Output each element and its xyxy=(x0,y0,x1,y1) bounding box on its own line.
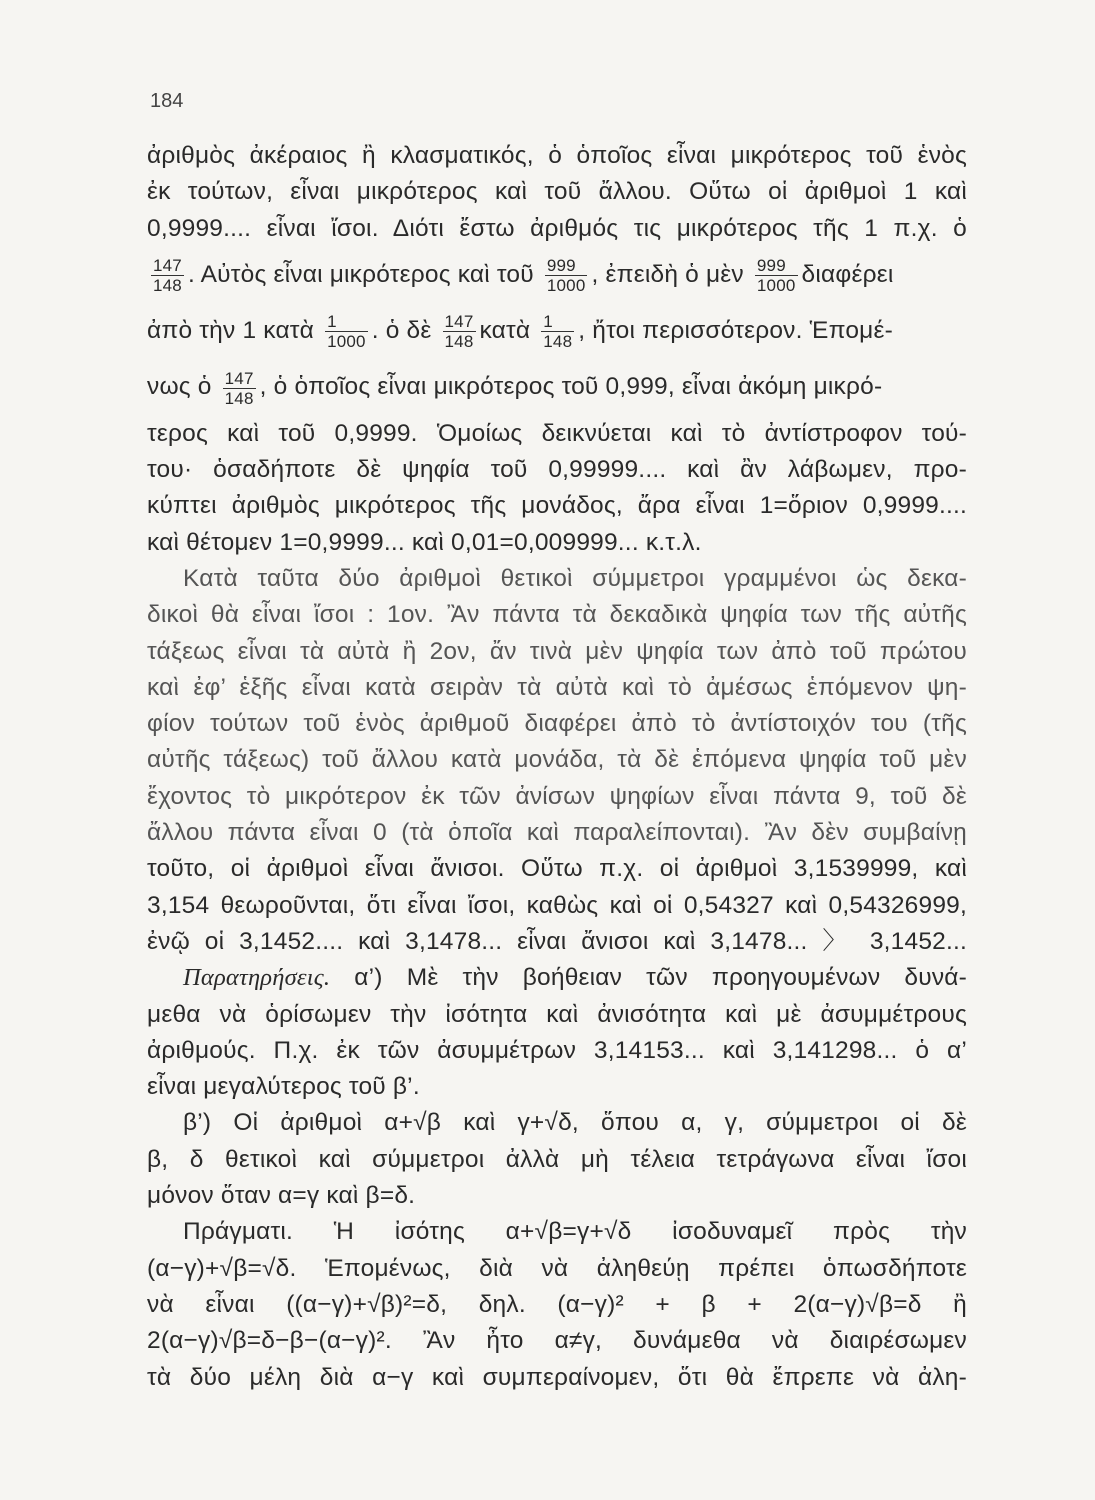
fraction: $\frac{147}{148}$ xyxy=(444,312,474,352)
page-body xyxy=(147,142,967,1400)
text-line: τάξεως εἶναι τὰ αὐτὰ ἢ 2ον, ἄν τινὰ μὲν ψηφία των ἀπὸ τοῦ πρώτου xyxy=(147,637,967,665)
text-line: του· ὁσαδήποτε δὲ ψηφία τοῦ 0,99999.... καὶ ἂν λάβωμεν, προ- xyxy=(147,456,967,484)
text-line: κύπτει ἀριθμὸς μικρότερος τῆς μονάδος, ἄρα εἶναι 1=ὅριον 0,9999.... xyxy=(147,492,967,520)
text-line: καὶ θέτομεν 1=0,9999... καὶ 0,01=0,009999... κ.τ.λ. xyxy=(147,528,702,556)
text-line: μόνον ὅταν α=γ καὶ β=δ. xyxy=(147,1182,416,1210)
text-line: ἔχοντος τὸ μικρότερον ἐκ τῶν ἀνίσων ψηφίων εἶναι πάντα 9, τοῦ δὲ xyxy=(147,782,967,810)
fraction-line: νως ὁ $\frac{147}{148}$ , ὁ ὁποῖος εἶναι μικρότερος τοῦ 0,999, εἶναι ἀκόμη μικρό- xyxy=(147,368,883,408)
text-line: ἄλλου πάντα εἶναι 0 (τὰ ὁποῖα καὶ παραλείπονται). Ἂν δὲν συμβαίνῃ xyxy=(147,819,967,847)
text-line: φίον τούτων τοῦ ἑνὸς ἀριθμοῦ διαφέρει ἀπὸ τὸ ἀντίστοιχόν του (τῆς xyxy=(147,710,967,738)
text-line: Πράγματι. Ἡ ἰσότης α+√β=γ+√δ ἰσοδυναμεῖ πρὸς τὴν xyxy=(183,1218,967,1246)
text-line: 2(α−γ)√β=δ−β−(α−γ)². Ἂν ἦτο α≠γ, δυνάμεθα νὰ διαιρέσωμεν xyxy=(147,1327,967,1355)
fraction: $\frac{999}{1000}$ xyxy=(546,255,586,295)
remark-label: Παρατηρήσεις. xyxy=(183,964,331,992)
text-line: ἀριθμούς. Π.χ. ἐκ τῶν ἀσυμμέτρων 3,14153... καὶ 3,141298... ὁ α’ xyxy=(147,1036,967,1064)
text-line: β, δ θετικοὶ καὶ σύμμετροι ἀλλὰ μὴ τέλεια τετράγωνα εἶναι ἴσοι xyxy=(147,1145,967,1173)
text-line: τοῦτο, οἱ ἀριθμοὶ εἶναι ἄνισοι. Οὕτω π.χ. οἱ ἀριθμοὶ 3,1539999, καὶ xyxy=(147,855,967,883)
fraction: $\frac{147}{148}$ xyxy=(224,368,254,408)
text-line: εἶναι μεγαλύτερος τοῦ β’. xyxy=(147,1073,420,1101)
text-line: 0,9999.... εἶναι ἴσοι. Διότι ἔστω ἀριθμός τις μικρότερος τῆς 1 π.χ. ὁ xyxy=(147,214,967,242)
fraction: $\frac{999}{1000}$ xyxy=(756,255,796,295)
text-line: τὰ δύο μέλη διὰ α−γ καὶ συμπεραίνομεν, ὅτι θὰ ἔπρεπε νὰ ἀλη- xyxy=(147,1363,967,1391)
remark-line: Παρατηρήσεις. α’) Μὲ τὴν βοήθειαν τῶν προηγουμένων δυνά- xyxy=(183,964,967,992)
text-line: ἐκ τούτων, εἶναι μικρότερος καὶ τοῦ ἄλλου. Οὕτω οἱ ἀριθμοὶ 1 καὶ xyxy=(147,178,967,206)
fraction-line: ἀπὸ τὴν 1 κατὰ $\frac{1}{1000}$ . ὁ δὲ $\frac{147}{148}$ κατὰ $\frac{1}{148}$ , ἤτοι περισσότερον. Ἑπομέ- xyxy=(147,312,893,352)
text-line: β’) Οἱ ἀριθμοὶ α+√β καὶ γ+√δ, ὅπου α, γ, σύμμετροι οἱ δὲ xyxy=(183,1109,967,1137)
text-line: δικοὶ θὰ εἶναι ἴσοι : 1ον. Ἂν πάντα τὰ δεκαδικὰ ψηφία των τῆς αὐτῆς xyxy=(147,601,967,629)
fraction: $\frac{147}{148}$ xyxy=(153,255,182,295)
text-line: καὶ ἐφ’ ἑξῆς εἶναι κατὰ σειρὰν τὰ αὐτὰ καὶ τὸ ἀμέσως ἑπόμενον ψη- xyxy=(147,673,967,701)
text-line: ἀριθμὸς ἀκέραιος ἢ κλασματικός, ὁ ὁποῖος εἶναι μικρότερος τοῦ ἑνὸς xyxy=(147,142,967,169)
text-line: Κατὰ ταῦτα δύο ἀριθμοὶ θετικοὶ σύμμετροι γραμμένοι ὡς δεκα- xyxy=(183,564,967,592)
text-line: αὐτῆς τάξεως) τοῦ ἄλλου κατὰ μονάδα, τὰ δὲ ἑπόμενα ψηφία τοῦ μὲν xyxy=(147,746,967,774)
page-number: 184 xyxy=(150,90,184,112)
fraction: $\frac{1}{148}$ xyxy=(543,312,573,352)
text-line: μεθα νὰ ὁρίσωμεν τὴν ἰσότητα καὶ ἀνισότητα καὶ μὲ ἀσυμμέτρους xyxy=(147,1000,967,1028)
text-line: ἐνῷ οἱ 3,1452.... καὶ 3,1478... εἶναι ἄνισοι καὶ 3,1478... 〉 3,1452... xyxy=(147,927,967,955)
text-line: 3,154 θεωροῦνται, ὅτι εἶναι ἴσοι, καθὼς καὶ οἱ 0,54327 καὶ 0,54326999, xyxy=(147,891,967,919)
text-line: νὰ εἶναι ((α−γ)+√β)²=δ, δηλ. (α−γ)² + β + 2(α−γ)√β=δ ἢ xyxy=(147,1290,967,1318)
fraction: $\frac{1}{1000}$ xyxy=(327,312,366,352)
text-line: (α−γ)+√β=√δ. Ἑπομένως, διὰ νὰ ἀληθεύῃ πρέπει ὁπωσδήποτε xyxy=(147,1254,967,1282)
fraction-line: $\frac{147}{148}$ . Αὐτὸς εἶναι μικρότερος καὶ τοῦ $\frac{999}{1000}$ , ἐπειδὴ ὁ μὲν $\frac{999}{1000}$ διαφέρει xyxy=(153,255,894,295)
text-line: τερος καὶ τοῦ 0,9999. Ὁμοίως δεικνύεται καὶ τὸ ἀντίστροφον τού- xyxy=(147,419,967,447)
